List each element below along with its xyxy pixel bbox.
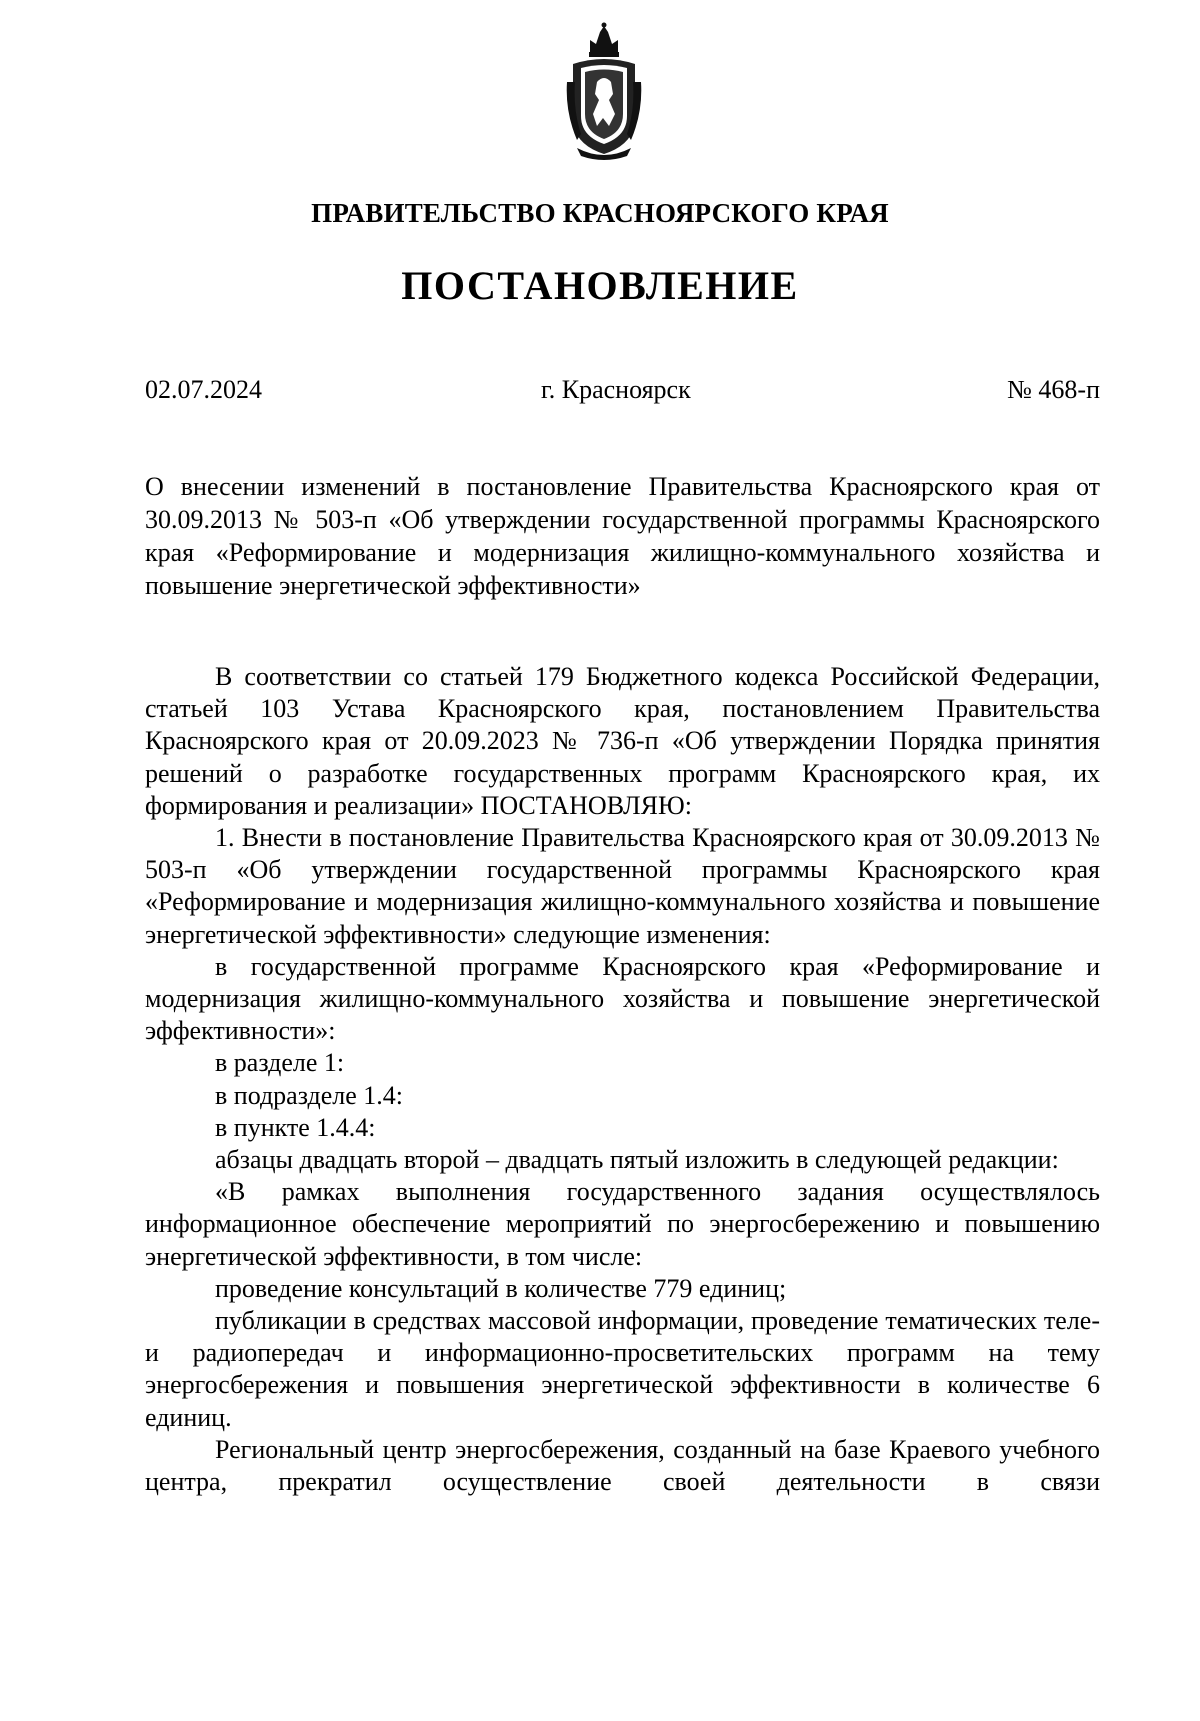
- document-type-heading: ПОСТАНОВЛЕНИЕ: [401, 263, 799, 308]
- body-paragraph: публикации в средствах массовой информации, проведение тематических теле- и радиопередач и информационно-просветительских программ на тему энергосбережения и повышения энергетической эффективности в количестве 6 единиц.: [145, 1306, 1100, 1432]
- document-city: г. Красноярск: [541, 375, 691, 404]
- document-subject: О внесении изменений в постановление Правительства Красноярского края от 30.09.2013 № 503-п «Об утверждении государственной программы Красноярского края «Реформирование и модернизация жилищно-коммунального хозяйства и повышение энергетической эффективности»: [145, 472, 1100, 600]
- body-paragraph: «В рамках выполнения государственного задания осуществлялось информационное обеспечение мероприятий по энергосбережению и повышению энергетической эффективности, в том числе:: [145, 1177, 1100, 1271]
- document-number: № 468-п: [1007, 375, 1100, 404]
- document-date: 02.07.2024: [145, 375, 262, 404]
- coat-of-arms-emblem: [563, 22, 645, 162]
- body-paragraph: в разделе 1:: [215, 1048, 345, 1078]
- body-paragraph: в пункте 1.4.4:: [215, 1112, 376, 1142]
- body-paragraph: в государственной программе Красноярского края «Реформирование и модернизация жилищно-коммунального хозяйства и повышение энергетической эффективности»:: [145, 951, 1100, 1046]
- government-title: ПРАВИТЕЛЬСТВО КРАСНОЯРСКОГО КРАЯ: [311, 198, 889, 228]
- body-paragraph: Региональный центр энергосбережения, созданный на базе Краевого учебного центра, прекратил осуществление своей деятельности в связи: [145, 1434, 1100, 1497]
- body-paragraph: в подразделе 1.4:: [215, 1080, 404, 1110]
- body-paragraph: абзацы двадцать второй – двадцать пятый изложить в следующей редакции:: [215, 1145, 1059, 1175]
- body-paragraph: В соответствии со статьей 179 Бюджетного кодекса Российской Федерации, статьей 103 Устава Красноярского края, постановлением Правительства Красноярского края от 20.09.2023 № 736-п «Об утверждении Порядка принятия решений о разработке государственных программ Красноярского края, их формирования и реализации» ПОСТАНОВЛЯЮ:: [145, 662, 1100, 820]
- body-paragraph: проведение консультаций в количестве 779 единиц;: [215, 1273, 787, 1303]
- document-body: [145, 661, 1100, 1498]
- body-paragraph: 1. Внести в постановление Правительства Красноярского края от 30.09.2013 № 503-п «Об утверждении государственной программы Красноярского края «Реформирование и модернизация жилищно-коммунального хозяйства и повышение энергетической эффективности» следующие изменения:: [145, 823, 1100, 949]
- document-meta-row: [145, 375, 1100, 409]
